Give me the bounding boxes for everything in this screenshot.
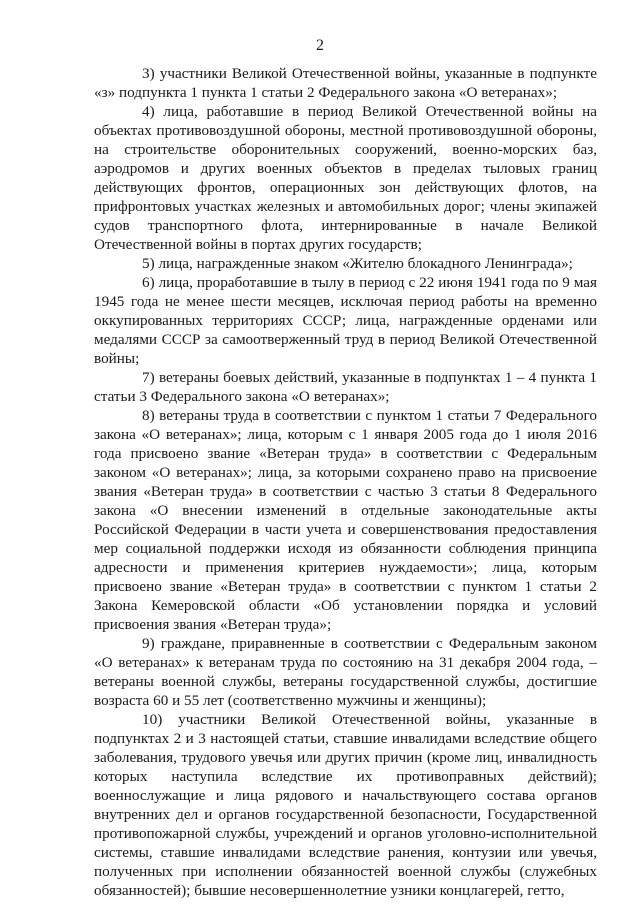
document-body <box>94 64 597 900</box>
paragraph-item-4: 4) лица, работавшие в период Великой Отечественной войны на объектах противовоздушной обороны, местной противовоздушной обороны, на строительстве оборонительных сооружений, военно-морских баз, аэродромов и других военных объектов в пределах тыловых границ действующих фронтов, операционных зон действующих флотов, на прифронтовых участках железных и автомобильных дорог; члены экипажей судов транспортного флота, интернированные в начале Великой Отечественной войны в портах других государств; <box>94 103 597 253</box>
paragraph-item-7: 7) ветераны боевых действий, указанные в подпунктах 1 – 4 пункта 1 статьи 3 Федерального закона «О ветеранах»; <box>94 369 597 405</box>
paragraph-item-6: 6) лица, проработавшие в тылу в период с 22 июня 1941 года по 9 мая 1945 года не менее шести месяцев, исключая период работы на временно оккупированных территориях СССР; лица, награжденные орденами или медалями СССР за самоотверженный труд в период Великой Отечественной войны; <box>94 274 597 367</box>
page-number: 2 <box>316 37 324 54</box>
paragraph-item-3: 3) участники Великой Отечественной войны, указанные в подпункте «з» подпункта 1 пункта 1 статьи 2 Федерального закона «О ветеранах»; <box>94 65 597 101</box>
paragraph-item-5: 5) лица, награжденные знаком «Жителю блокадного Ленинграда»; <box>142 255 573 272</box>
paragraph-item-10: 10) участники Великой Отечественной войны, указанные в подпунктах 2 и 3 настоящей статьи, ставшие инвалидами вследствие общего заболевания, трудового увечья или других причин (кроме лиц, инвалидность которых наступила вследствие их противоправных действий); военнослужащие и лица рядового и начальствующего состава органов внутренних дел и органов государственной безопасности, Государственной противопожарной службы, учреждений и органов уголовно-исполнительной системы, ставшие инвалидами вследствие ранения, контузии или увечья, полученных при исполнении обязанностей военной службы (служебных обязанностей); бывшие несовершеннолетние узники концлагерей, гетто, <box>94 711 597 899</box>
paragraph-item-9: 9) граждане, приравненные в соответствии с Федеральным законом «О ветеранах» к ветеранам труда по состоянию на 31 декабря 2004 года, – ветераны военной службы, ветераны государственной службы, достигшие возраста 60 и 55 лет (соответственно мужчины и женщины); <box>94 635 597 709</box>
paragraph-item-8: 8) ветераны труда в соответствии с пунктом 1 статьи 7 Федерального закона «О ветеранах»; лица, которым с 1 января 2005 года до 1 июля 2016 года присвоено звание «Ветеран труда» в соответствии с Федеральным законом «О ветеранах»; лица, за которыми сохранено право на присвоение звания «Ветеран труда» в соответствии с частью 3 статьи 8 Федерального закона «О внесении изменений в отдельные законодательные акты Российской Федерации в части учета и совершенствования предоставления мер социальной поддержки исходя из обязанности соблюдения принципа адресности и применения критериев нуждаемости»; лица, которым присвоено звание «Ветеран труда» в соответствии с пунктом 1 статьи 2 Закона Кемеровской области «Об установлении порядка и условий присвоения звания «Ветеран труда»; <box>94 407 597 633</box>
